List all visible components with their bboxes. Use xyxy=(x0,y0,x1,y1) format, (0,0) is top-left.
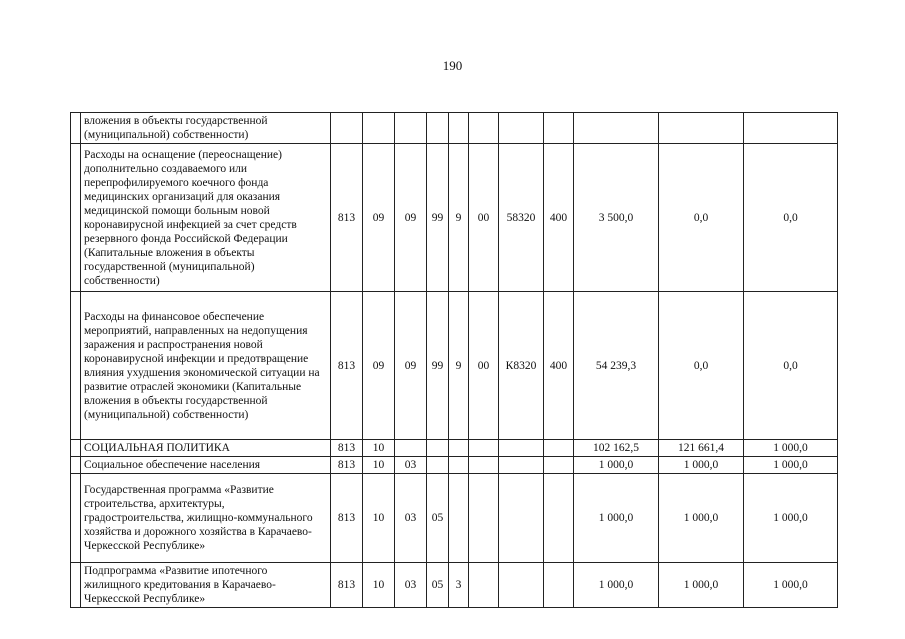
code-cs2 xyxy=(449,113,469,144)
code-pr xyxy=(395,440,427,457)
code-pr: 03 xyxy=(395,474,427,563)
table-row xyxy=(71,457,838,474)
amount-2: 1 000,0 xyxy=(659,474,744,563)
code-rz: 09 xyxy=(363,292,395,440)
row-description: СОЦИАЛЬНАЯ ПОЛИТИКА xyxy=(81,440,331,457)
code-cs4 xyxy=(499,563,544,608)
code-vr xyxy=(544,457,574,474)
table-row xyxy=(71,563,838,608)
amount-3: 1 000,0 xyxy=(744,474,838,563)
row-description: Социальное обеспечение населения xyxy=(81,457,331,474)
code-cs1 xyxy=(427,457,449,474)
code-cs2 xyxy=(449,440,469,457)
amount-3: 0,0 xyxy=(744,144,838,292)
table-row xyxy=(71,292,838,440)
amount-2: 0,0 xyxy=(659,144,744,292)
row-margin-cell xyxy=(71,563,81,608)
code-cs2: 9 xyxy=(449,292,469,440)
row-margin-cell xyxy=(71,144,81,292)
table-row xyxy=(71,144,838,292)
code-cs1: 05 xyxy=(427,563,449,608)
code-rz: 10 xyxy=(363,563,395,608)
code-rz: 10 xyxy=(363,457,395,474)
row-description: Расходы на финансовое обеспечение мероприятий, направленных на недопущения заражения и распространения новой коронавирусной инфекции и предотвращение влияния ухудшения экономической ситуации на развитие отраслей экономики (Капитальные вложения в объекты государственной (муниципальной) собственности) xyxy=(81,292,331,440)
amount-2 xyxy=(659,113,744,144)
amount-1: 1 000,0 xyxy=(574,563,659,608)
code-vr xyxy=(544,440,574,457)
code-pr: 03 xyxy=(395,563,427,608)
code-cs3 xyxy=(469,113,499,144)
code-vr xyxy=(544,563,574,608)
code-cs4 xyxy=(499,440,544,457)
amount-1: 54 239,3 xyxy=(574,292,659,440)
code-cs2 xyxy=(449,474,469,563)
amount-2: 1 000,0 xyxy=(659,563,744,608)
row-description: Государственная программа «Развитие строительства, архитектуры, градостроительства, жилищно-коммунального хозяйства и дорожного хозяйства в Карачаево-Черкесской Республике» xyxy=(81,474,331,563)
row-description: вложения в объекты государственной (муниципальной) собственности) xyxy=(81,113,331,144)
amount-3: 1 000,0 xyxy=(744,457,838,474)
table-row xyxy=(71,440,838,457)
code-ved: 813 xyxy=(331,440,363,457)
row-margin-cell xyxy=(71,440,81,457)
amount-1 xyxy=(574,113,659,144)
code-cs1 xyxy=(427,440,449,457)
page-number: 190 xyxy=(442,58,463,73)
code-cs2: 3 xyxy=(449,563,469,608)
amount-2: 0,0 xyxy=(659,292,744,440)
row-margin-cell xyxy=(71,113,81,144)
amount-3 xyxy=(744,113,838,144)
code-cs4 xyxy=(499,457,544,474)
code-cs4: 58320 xyxy=(499,144,544,292)
code-cs1: 99 xyxy=(427,144,449,292)
code-ved xyxy=(331,113,363,144)
code-pr: 09 xyxy=(395,144,427,292)
code-vr xyxy=(544,113,574,144)
amount-2: 121 661,4 xyxy=(659,440,744,457)
code-cs3 xyxy=(469,457,499,474)
code-cs3 xyxy=(469,440,499,457)
code-cs1 xyxy=(427,113,449,144)
code-cs1: 05 xyxy=(427,474,449,563)
code-vr: 400 xyxy=(544,292,574,440)
code-pr xyxy=(395,113,427,144)
code-vr xyxy=(544,474,574,563)
code-ved: 813 xyxy=(331,292,363,440)
code-rz: 10 xyxy=(363,440,395,457)
row-margin-cell xyxy=(71,292,81,440)
code-cs4 xyxy=(499,474,544,563)
table-row xyxy=(71,113,838,144)
amount-1: 1 000,0 xyxy=(574,474,659,563)
code-ved: 813 xyxy=(331,457,363,474)
amount-1: 3 500,0 xyxy=(574,144,659,292)
amount-2: 1 000,0 xyxy=(659,457,744,474)
code-vr: 400 xyxy=(544,144,574,292)
row-margin-cell xyxy=(71,474,81,563)
code-cs4 xyxy=(499,113,544,144)
code-cs3: 00 xyxy=(469,144,499,292)
budget-table xyxy=(70,112,838,608)
code-cs2: 9 xyxy=(449,144,469,292)
code-cs4: К8320 xyxy=(499,292,544,440)
amount-1: 1 000,0 xyxy=(574,457,659,474)
code-cs2 xyxy=(449,457,469,474)
code-rz: 10 xyxy=(363,474,395,563)
amount-1: 102 162,5 xyxy=(574,440,659,457)
code-pr: 09 xyxy=(395,292,427,440)
code-cs3: 00 xyxy=(469,292,499,440)
code-rz xyxy=(363,113,395,144)
table-row xyxy=(71,474,838,563)
amount-3: 0,0 xyxy=(744,292,838,440)
code-rz: 09 xyxy=(363,144,395,292)
amount-3: 1 000,0 xyxy=(744,440,838,457)
amount-3: 1 000,0 xyxy=(744,563,838,608)
code-cs3 xyxy=(469,474,499,563)
code-ved: 813 xyxy=(331,563,363,608)
row-margin-cell xyxy=(71,457,81,474)
row-description: Расходы на оснащение (переоснащение) дополнительно создаваемого или перепрофилируемого коечного фонда медицинских организаций для оказания медицинской помощи больным новой коронавирусной инфекцией за счет средств резервного фонда Российской Федерации (Капитальные вложения в объекты государственной (муниципальной) собственности) xyxy=(81,144,331,292)
code-pr: 03 xyxy=(395,457,427,474)
row-description: Подпрограмма «Развитие ипотечного жилищного кредитования в Карачаево-Черкесской Республике» xyxy=(81,563,331,608)
code-ved: 813 xyxy=(331,474,363,563)
code-ved: 813 xyxy=(331,144,363,292)
code-cs1: 99 xyxy=(427,292,449,440)
code-cs3 xyxy=(469,563,499,608)
